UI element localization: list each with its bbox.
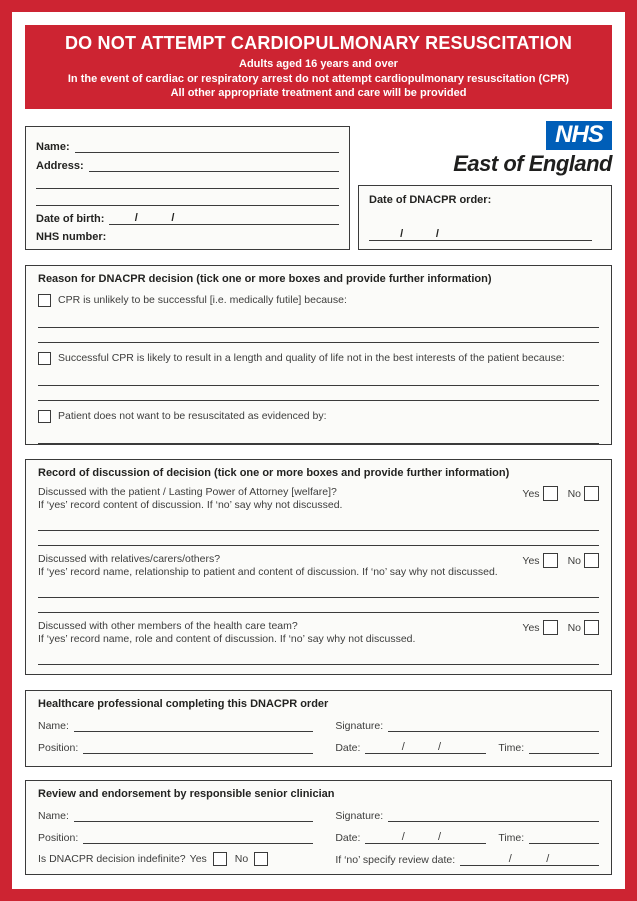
form-title: DO NOT ATTEMPT CARDIOPULMONARY RESUSCITATION <box>64 33 573 53</box>
reason-item-quality-of-life <box>38 350 599 366</box>
yes-no-group <box>522 553 599 568</box>
position-label: Position: <box>38 742 79 754</box>
address-label: Address: <box>36 160 84 172</box>
name-label: Name: <box>38 720 69 732</box>
professional-section <box>25 690 612 767</box>
no-label: No <box>234 853 249 865</box>
review-indefinite-row <box>38 847 599 866</box>
patient-name-row <box>36 134 339 153</box>
professional-name-write-line[interactable] <box>74 712 313 732</box>
no-label: No <box>567 621 581 634</box>
discussion-write-line[interactable] <box>38 665 599 675</box>
review-time-write-line[interactable] <box>529 824 599 844</box>
review-specify-date-write-line[interactable] <box>460 846 599 866</box>
discussion-item-patient <box>38 486 599 546</box>
date-label: Date: <box>335 742 361 754</box>
review-name-signature-row <box>38 803 599 822</box>
checkbox-discussed-relatives-no[interactable] <box>584 553 599 568</box>
discussion-question: Discussed with the patient / Lasting Power of Attorney [welfare]? <box>38 486 337 498</box>
discussion-write-line[interactable] <box>38 515 599 531</box>
checkbox-patient-does-not-want[interactable] <box>38 410 51 423</box>
reason-item-label: Patient does not want to be resuscitated as evidenced by: <box>58 410 327 422</box>
discussion-item-relatives <box>38 553 599 613</box>
position-label: Position: <box>38 832 79 844</box>
date-separator: / <box>508 853 512 865</box>
reason-write-line[interactable] <box>38 312 599 328</box>
yes-no-group <box>522 620 599 635</box>
professional-name-signature-row <box>38 713 599 732</box>
discussion-write-line[interactable] <box>38 531 599 546</box>
dob-write-line[interactable] <box>109 205 339 225</box>
name-label: Name: <box>36 141 70 153</box>
discussion-instruction: If ‘yes’ record name, role and content of discussion. If ‘no’ say why not discussed. <box>38 633 416 645</box>
reason-item-futile <box>38 292 599 308</box>
patient-dob-row <box>36 206 339 225</box>
order-date-label: Date of DNACPR order: <box>369 194 492 206</box>
date-separator: / <box>401 741 405 753</box>
review-section <box>25 780 612 875</box>
professional-signature-write-line[interactable] <box>388 712 599 732</box>
patient-address-row <box>36 153 339 172</box>
date-separator: / <box>401 831 405 843</box>
discussion-write-line[interactable] <box>38 598 599 613</box>
patient-nhs-number-row <box>36 225 339 243</box>
review-name-write-line[interactable] <box>74 802 313 822</box>
reason-item-label: Successful CPR is likely to result in a length and quality of life not in the best interests of the patient because: <box>58 352 565 364</box>
form-subtitle-age: Adults aged 16 years and over <box>239 58 398 70</box>
date-separator: / <box>437 831 442 843</box>
checkbox-discussed-team-no[interactable] <box>584 620 599 635</box>
nhs-logo-text: NHS <box>555 121 603 148</box>
yes-label: Yes <box>522 554 540 567</box>
branding-column <box>358 121 612 250</box>
yes-no-group <box>522 486 599 501</box>
reason-heading: Reason for DNACPR decision (tick one or more boxes and provide further information) <box>38 273 492 285</box>
no-label: No <box>567 554 581 567</box>
date-label: Date: <box>335 832 361 844</box>
reason-write-line[interactable] <box>38 328 599 343</box>
order-date-write-line[interactable] <box>369 222 592 241</box>
date-separator: / <box>400 228 404 240</box>
address-write-line-3[interactable] <box>36 188 339 206</box>
checkbox-quality-of-life[interactable] <box>38 352 51 365</box>
dob-label: Date of birth: <box>36 213 105 225</box>
discussion-write-line[interactable] <box>38 649 599 665</box>
signature-label: Signature: <box>335 810 384 822</box>
date-separator: / <box>435 228 439 240</box>
checkbox-discussed-patient-no[interactable] <box>584 486 599 501</box>
yes-label: Yes <box>522 487 540 500</box>
discussion-instruction: If ‘yes’ record name, relationship to patient and content of discussion. If ‘no’ say why not discussed. <box>38 566 498 578</box>
reason-item-label: CPR is unlikely to be successful [i.e. medically futile] because: <box>58 294 347 306</box>
reason-write-line[interactable] <box>38 386 599 401</box>
discussion-item-team <box>38 620 599 675</box>
no-label: No <box>567 487 581 500</box>
name-label: Name: <box>38 810 69 822</box>
time-label: Time: <box>498 832 525 844</box>
reason-item-patient-wish <box>38 408 599 424</box>
yes-label: Yes <box>522 621 540 634</box>
professional-position-date-row <box>38 735 599 754</box>
top-row <box>25 121 612 250</box>
checkbox-discussed-patient-yes[interactable] <box>543 486 558 501</box>
discussion-write-line[interactable] <box>38 582 599 598</box>
discussion-question: Discussed with relatives/carers/others? <box>38 553 221 565</box>
address-write-line[interactable] <box>89 152 339 172</box>
checkbox-indefinite-no[interactable] <box>254 852 268 866</box>
form-subtitle-instruction: In the event of cardiac or respiratory arrest do not attempt cardiopulmonary resuscitation (CPR) <box>67 72 570 85</box>
order-date-box <box>358 185 612 250</box>
date-separator: / <box>134 212 138 224</box>
address-write-line-2[interactable] <box>36 171 339 189</box>
form-header-banner <box>25 25 612 109</box>
checkbox-discussed-team-yes[interactable] <box>543 620 558 635</box>
review-date-write-line[interactable] <box>365 824 486 844</box>
discussion-section <box>25 459 612 675</box>
professional-date-write-line[interactable] <box>365 734 486 754</box>
professional-time-write-line[interactable] <box>529 734 599 754</box>
signature-label: Signature: <box>335 720 384 732</box>
time-label: Time: <box>498 742 525 754</box>
checkbox-indefinite-yes[interactable] <box>213 852 227 866</box>
nhs-logo <box>546 121 612 150</box>
review-position-write-line[interactable] <box>83 824 313 844</box>
professional-position-write-line[interactable] <box>83 734 313 754</box>
checkbox-cpr-futile[interactable] <box>38 294 51 307</box>
reason-write-line[interactable] <box>38 370 599 386</box>
name-write-line[interactable] <box>75 133 339 153</box>
review-signature-write-line[interactable] <box>388 802 599 822</box>
nhs-number-label: NHS number: <box>36 231 107 243</box>
review-heading: Review and endorsement by responsible senior clinician <box>38 788 335 800</box>
review-position-date-row <box>38 825 599 844</box>
date-separator: / <box>437 741 442 753</box>
discussion-question: Discussed with other members of the health care team? <box>38 620 298 632</box>
checkbox-discussed-relatives-yes[interactable] <box>543 553 558 568</box>
address-extra-row <box>36 172 339 189</box>
date-separator: / <box>546 853 550 865</box>
reason-write-line[interactable] <box>38 428 599 444</box>
indefinite-question-group <box>38 852 268 866</box>
reason-section <box>25 265 612 445</box>
discussion-heading: Record of discussion of decision (tick one or more boxes and provide further information) <box>38 467 510 479</box>
reason-write-line[interactable] <box>38 444 599 445</box>
professional-heading: Healthcare professional completing this DNACPR order <box>38 698 329 710</box>
form-subtitle-care: All other appropriate treatment and care will be provided <box>170 87 467 99</box>
patient-details-box <box>25 126 350 250</box>
review-date-label: If ‘no’ specify review date: <box>335 854 456 866</box>
date-separator: / <box>171 212 175 224</box>
address-extra-row <box>36 189 339 206</box>
indefinite-question: Is DNACPR decision indefinite? <box>38 853 186 865</box>
discussion-instruction: If ‘yes’ record content of discussion. If ‘no’ say why not discussed. <box>38 499 343 511</box>
region-title: East of England <box>453 151 612 176</box>
yes-label: Yes <box>189 853 207 865</box>
